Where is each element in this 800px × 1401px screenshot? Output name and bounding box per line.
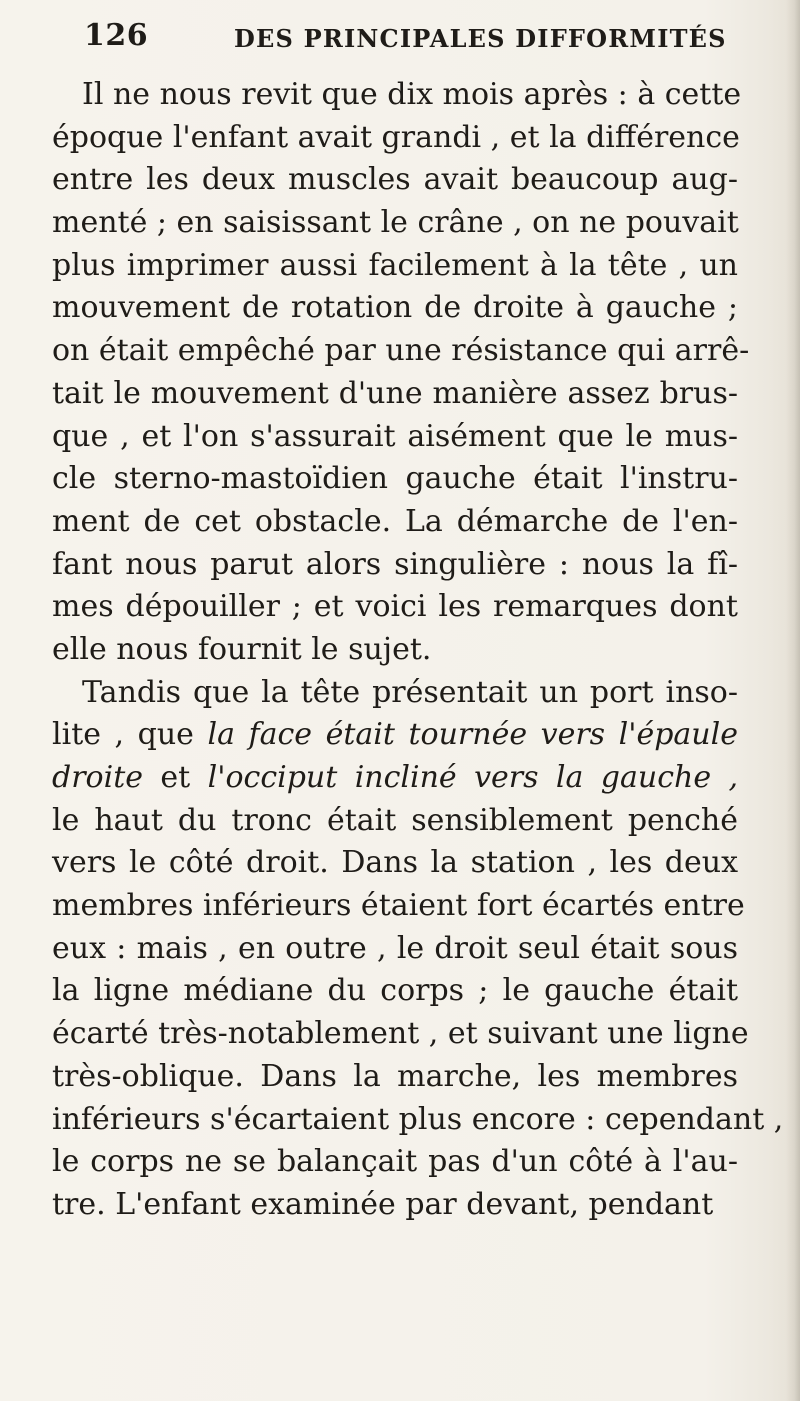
text-line: membres inférieurs étaient fort écartés entre bbox=[52, 888, 745, 924]
text-line: tre. L'enfant examinée par devant, pendant bbox=[52, 1186, 714, 1222]
text-run: lite , que bbox=[52, 717, 208, 753]
text-line: fant nous parut alors singulière : nous la fî- bbox=[52, 546, 738, 582]
text-line: Tandis que la tête présentait un port inso- bbox=[82, 674, 738, 710]
text-line: Il ne nous revit que dix mois après : à cette bbox=[82, 77, 742, 112]
text-line: le haut du tronc était sensiblement penché bbox=[52, 802, 738, 838]
page-number: 126 bbox=[84, 18, 149, 53]
text-run: et bbox=[143, 760, 208, 795]
text-line: la ligne médiane du corps ; le gauche était bbox=[52, 973, 738, 1009]
text-line: vers le côté droit. Dans la station , les deux bbox=[52, 845, 738, 881]
body-text bbox=[52, 74, 784, 1227]
text-line: elle nous fournit le sujet. bbox=[52, 631, 432, 667]
text-line bbox=[52, 714, 738, 757]
text-line: époque l'enfant avait grandi , et la différence bbox=[52, 119, 740, 155]
text-line: inférieurs s'écartaient plus encore : cependant , bbox=[52, 1101, 784, 1137]
italic-text-run: droite bbox=[52, 760, 144, 795]
text-line: tait le mouvement d'une manière assez brus- bbox=[52, 375, 738, 411]
text-line: eux : mais , en outre , le droit seul était sous bbox=[52, 930, 738, 966]
text-line bbox=[52, 757, 738, 800]
text-line: le corps ne se balançait pas d'un côté à l'au- bbox=[52, 1144, 738, 1180]
text-line: que , et l'on s'assurait aisément que le mus- bbox=[52, 418, 738, 454]
text-line: mouvement de rotation de droite à gauche ; bbox=[52, 290, 738, 326]
italic-text-run: la face était tournée vers l'épaule bbox=[207, 717, 738, 753]
text-line: très-oblique. Dans la marche, les membres bbox=[52, 1058, 738, 1094]
text-line: cle sterno-mastoïdien gauche était l'instru- bbox=[52, 461, 738, 497]
page-header bbox=[84, 18, 727, 66]
text-line: mes dépouiller ; et voici les remarques dont bbox=[52, 589, 738, 625]
text-line: on était empêché par une résistance qui arrê- bbox=[52, 333, 750, 369]
text-line: plus imprimer aussi facilement à la tête , un bbox=[52, 247, 738, 283]
text-line: ment de cet obstacle. La démarche de l'en- bbox=[52, 503, 738, 539]
text-line: écarté très-notablement , et suivant une ligne bbox=[52, 1016, 749, 1052]
text-line: menté ; en saisissant le crâne , on ne pouvait bbox=[52, 205, 739, 241]
running-head: DES PRINCIPALES DIFFORMITÉS bbox=[234, 24, 727, 53]
italic-text-run: l'occiput incliné vers la gauche , bbox=[207, 760, 738, 795]
page-edge-shadow bbox=[786, 0, 800, 1401]
text-line: entre les deux muscles avait beaucoup aug- bbox=[52, 162, 738, 198]
